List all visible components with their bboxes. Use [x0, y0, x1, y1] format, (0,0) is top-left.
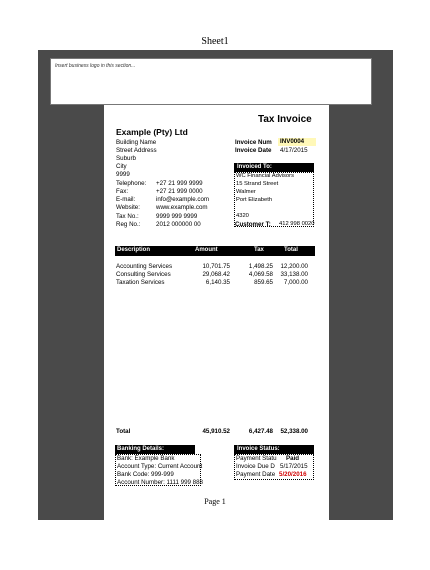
page-number: Page 1	[204, 497, 226, 506]
company-name: Example (Pty) Ltd	[116, 127, 188, 137]
invoice-date-label: Invoice Date	[235, 147, 272, 154]
payment-status-value[interactable]: Paid	[286, 455, 300, 462]
table-row-amount: 10,701.75	[202, 263, 230, 270]
invoiced-to-line: WC Financial Advisors	[236, 173, 294, 179]
contact-value: +27 21 999 9999	[156, 180, 203, 187]
contact-label: Fax:	[116, 188, 129, 195]
invoiced-to-header-text: Invoiced To:	[237, 164, 272, 170]
invoice-number-label: Invoice Num	[235, 139, 272, 146]
total-tax: 6,427.48	[248, 428, 273, 435]
logo-placeholder-box[interactable]	[50, 58, 372, 105]
payment-date-label: Payment Date	[236, 471, 276, 478]
table-row-description: Taxation Services	[116, 279, 165, 286]
address-line: Suburb	[116, 155, 136, 162]
column-header-total: Total	[284, 247, 298, 253]
invoiced-to-line: 4320	[236, 213, 249, 219]
table-row-tax: 4,069.58	[248, 271, 273, 278]
column-header-amount: Amount	[195, 247, 218, 253]
invoice-due-value: 5/17/2015	[280, 463, 308, 470]
contact-value: www.example.com	[156, 204, 208, 211]
invoice-date-value[interactable]: 4/17/2015	[280, 147, 308, 154]
contact-value: 2012 000000 00	[156, 221, 201, 228]
contact-label: Website:	[116, 204, 140, 211]
banking-line: Account Type: Current Account	[117, 463, 203, 470]
payment-date-value[interactable]: 5/20/2016	[279, 471, 307, 478]
logo-placeholder-text: Insert business logo in this section...	[55, 63, 136, 69]
address-line: Building Name	[116, 139, 157, 146]
table-row-tax: 1,498.25	[248, 263, 273, 270]
invoice-number-value[interactable]: INV0004	[278, 138, 316, 146]
invoice-title: Tax Invoice	[258, 114, 312, 125]
contact-label: E-mail:	[116, 196, 136, 203]
address-line: Street Address	[116, 147, 157, 154]
table-row-amount: 6,140.35	[205, 279, 230, 286]
customer-tax-value: 412 998 0020	[279, 221, 315, 227]
table-row-amount: 29,068.42	[202, 271, 230, 278]
table-row-description: Consulting Services	[116, 271, 171, 278]
banking-line: Account Number: 1111 999 888	[117, 479, 203, 486]
table-header	[115, 246, 315, 256]
total-label: Total	[116, 428, 131, 435]
banking-line: Bank: Example Bank	[117, 455, 175, 462]
table-row-description: Accounting Services	[116, 263, 173, 270]
total-total: 52,338.00	[280, 428, 308, 435]
table-row-total: 12,200.00	[280, 263, 308, 270]
contact-value: info@example.com	[156, 196, 210, 203]
table-row-tax: 859.65	[254, 279, 273, 286]
invoiced-to-header	[234, 163, 314, 172]
address-line: City	[116, 163, 127, 170]
customer-tax-label: Customer T:	[235, 221, 271, 228]
contact-value: +27 21 999 0000	[156, 188, 203, 195]
invoiced-to-line: Walmer	[236, 189, 256, 195]
invoice-page	[104, 105, 329, 520]
total-amount: 45,910.52	[202, 428, 230, 435]
banking-details-header	[115, 445, 195, 454]
column-header-description: Description	[117, 247, 151, 253]
banking-details-header-text: Banking Details:	[117, 446, 165, 452]
table-row-total: 7,000.00	[283, 279, 308, 286]
contact-label: Reg No.:	[116, 221, 141, 228]
address-line: 9999	[116, 171, 130, 178]
sheet-title: Sheet1	[201, 36, 229, 47]
invoice-status-header	[234, 445, 314, 454]
invoice-status-header-text: Invoice Status:	[237, 446, 280, 452]
column-header-tax: Tax	[254, 247, 264, 253]
invoice-due-label: Invoice Due D	[236, 463, 275, 470]
contact-value: 9999 999 9999	[156, 213, 198, 220]
banking-line: Bank Code: 999-999	[117, 471, 174, 478]
contact-label: Telephone:	[116, 180, 147, 187]
invoiced-to-line: 15 Strand Street	[236, 181, 279, 187]
contact-label: Tax No.:	[116, 213, 139, 220]
invoiced-to-line: Port Elizabeth	[236, 197, 273, 203]
table-row-total: 33,138.00	[280, 271, 308, 278]
payment-status-label: Payment Statu	[236, 455, 277, 462]
